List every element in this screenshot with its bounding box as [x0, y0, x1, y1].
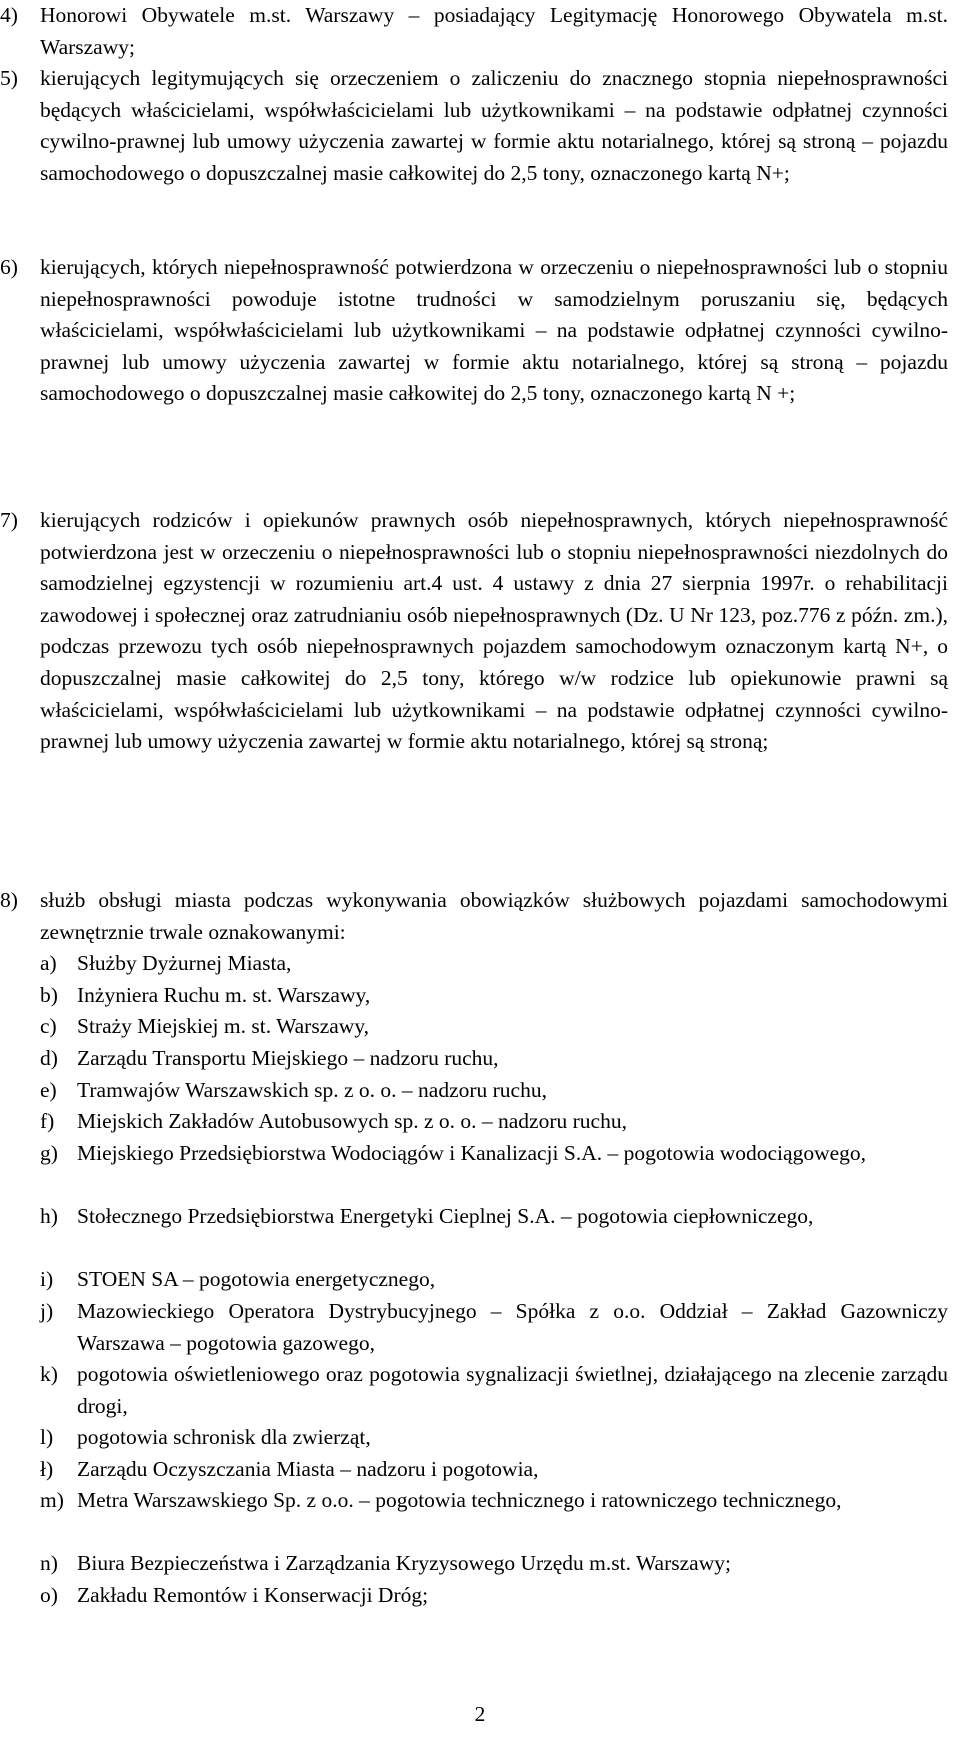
subitem-text: Tramwajów Warszawskich sp. z o. o. – nadzoru ruchu,	[77, 1078, 547, 1102]
subitem-text: pogotowia schronisk dla zwierząt,	[77, 1425, 371, 1449]
subitem-text: Zarządu Transportu Miejskiego – nadzoru ruchu,	[77, 1046, 499, 1070]
subitem-letter: m)	[40, 1488, 64, 1512]
subitem-text: STOEN SA – pogotowia energetycznego,	[77, 1267, 436, 1291]
item-number: 7)	[0, 508, 18, 532]
sublist-item-a	[40, 948, 948, 980]
page-number: 2	[474, 1702, 486, 1726]
sublist-item-g	[40, 1138, 948, 1170]
subitem-letter: i)	[40, 1267, 54, 1291]
sublist-item-i	[40, 1264, 948, 1296]
subitem-text: Inżyniera Ruchu m. st. Warszawy,	[77, 983, 371, 1007]
subitem-letter: ł)	[40, 1457, 54, 1481]
subitem-letter: c)	[40, 1014, 57, 1038]
subitem-letter: j)	[40, 1299, 54, 1323]
subitem-letter: k)	[40, 1362, 58, 1386]
list-item-5	[0, 63, 948, 189]
subitem-letter: o)	[40, 1583, 58, 1607]
list-item-4	[0, 0, 948, 63]
sublist-item-e	[40, 1075, 948, 1107]
sublist-item-d	[40, 1043, 948, 1075]
subitem-text: Straży Miejskiej m. st. Warszawy,	[77, 1014, 370, 1038]
subitem-letter: h)	[40, 1204, 58, 1228]
item-text: kierujących, których niepełnosprawność potwierdzona w orzeczeniu o niepełnosprawności lub o stopniu niepełnosprawności powoduje istotne trudności w samodzielnym poruszaniu się, będących właścicielami, współwłaścicielami lub użytkownikami – na podstawie odpłatnej czynności cywilno- prawnej lub umowy użyczenia zawartej w formie aktu notarialnego, której są stroną – pojazdu samochodowego o dopuszczalnej masie całkowitej do 2,5 tony, oznaczonego kartą N +;	[40, 255, 948, 406]
subitem-text: Służby Dyżurnej Miasta,	[77, 951, 292, 975]
subitem-text: pogotowia oświetleniowego oraz pogotowia sygnalizacji świetlnej, działającego na zlecenie zarządu drogi,	[77, 1362, 948, 1418]
sublist-item-c	[40, 1011, 948, 1043]
list-item-6	[0, 252, 948, 410]
subitem-letter: e)	[40, 1078, 57, 1102]
item-number: 6)	[0, 255, 18, 279]
subitem-text: Metra Warszawskiego Sp. z o.o. – pogotowia technicznego i ratowniczego technicznego,	[77, 1488, 842, 1512]
subitem-letter: d)	[40, 1046, 58, 1070]
subitem-letter: f)	[40, 1109, 55, 1133]
sublist-item-j	[40, 1296, 948, 1359]
list-item-7	[0, 505, 948, 758]
sublist-item-k	[40, 1359, 948, 1422]
subitem-text: Zakładu Remontów i Konserwacji Dróg;	[77, 1583, 429, 1607]
subitem-letter: l)	[40, 1425, 54, 1449]
sublist-item-f	[40, 1106, 948, 1138]
sublist-item-m	[40, 1485, 948, 1517]
subitem-text: Zarządu Oczyszczania Miasta – nadzoru i pogotowia,	[77, 1457, 539, 1481]
subitem-text: Miejskich Zakładów Autobusowych sp. z o. o. – nadzoru ruchu,	[77, 1109, 627, 1133]
item-number: 4)	[0, 3, 18, 27]
subitem-letter: b)	[40, 983, 58, 1007]
sublist-item-b	[40, 980, 948, 1012]
item-text: służb obsługi miasta podczas wykonywania obowiązków służbowych pojazdami samochodowymi zewnętrznie trwale oznakowanymi:	[40, 888, 948, 944]
sublist-item-l	[40, 1422, 948, 1454]
subitem-text: Mazowieckiego Operatora Dystrybucyjnego – Spółka z o.o. Oddział – Zakład Gazowniczy Warszawa – pogotowia gazowego,	[77, 1299, 948, 1355]
item-text: kierujących legitymujących się orzeczeniem o zaliczeniu do znacznego stopnia niepełnosprawności będących właścicielami, współwłaścicielami lub użytkownikami – na podstawie odpłatnej czynności cywilno-prawnej lub umowy użyczenia zawartej w formie aktu notarialnego, której są stroną – pojazdu samochodowego o dopuszczalnej masie całkowitej do 2,5 tony, oznaczonego kartą N+;	[40, 66, 948, 185]
item-number: 5)	[0, 66, 18, 90]
subitem-text: Stołecznego Przedsiębiorstwa Energetyki Cieplnej S.A. – pogotowia ciepłowniczego,	[77, 1204, 814, 1228]
sublist-item-o	[40, 1580, 948, 1612]
subitem-letter: a)	[40, 951, 57, 975]
subitem-letter: g)	[40, 1141, 58, 1165]
item-text: kierujących rodziców i opiekunów prawnych osób niepełnosprawnych, których niepełnosprawność potwierdzona jest w orzeczeniu o niepełnosprawności lub o stopniu niepełnosprawności niezdolnych do samodzielnej egzystencji w rozumieniu art.4 ust. 4 ustawy z dnia 27 sierpnia 1997r. o rehabilitacji zawodowej i społecznej oraz zatrudnianiu osób niepełnosprawnych (Dz. U Nr 123, poz.776 z późn. zm.), podczas przewozu tych osób niepełnosprawnych pojazdem samochodowym oznaczonym kartą N+, o dopuszczalnej masie całkowitej do 2,5 tony, którego w/w rodzice lub opiekunowie prawni są właścicielami, współwłaścicielami lub użytkownikami – na podstawie odpłatnej czynności cywilno- prawnej lub umowy użyczenia zawartej w formie aktu notarialnego, której są stroną;	[40, 508, 948, 754]
item-number: 8)	[0, 888, 18, 912]
subitem-letter: n)	[40, 1551, 58, 1575]
subitem-text: Miejskiego Przedsiębiorstwa Wodociągów i Kanalizacji S.A. – pogotowia wodociągowego,	[77, 1141, 867, 1165]
sublist-item-n	[40, 1548, 948, 1580]
item-text: Honorowi Obywatele m.st. Warszawy – posiadający Legitymację Honorowego Obywatela m.st. Warszawy;	[40, 3, 948, 59]
list-item-8	[0, 885, 948, 948]
sublist-item-h	[40, 1201, 948, 1233]
sublist-item-l-stroke	[40, 1454, 948, 1486]
subitem-text: Biura Bezpieczeństwa i Zarządzania Kryzysowego Urzędu m.st. Warszawy;	[77, 1551, 731, 1575]
